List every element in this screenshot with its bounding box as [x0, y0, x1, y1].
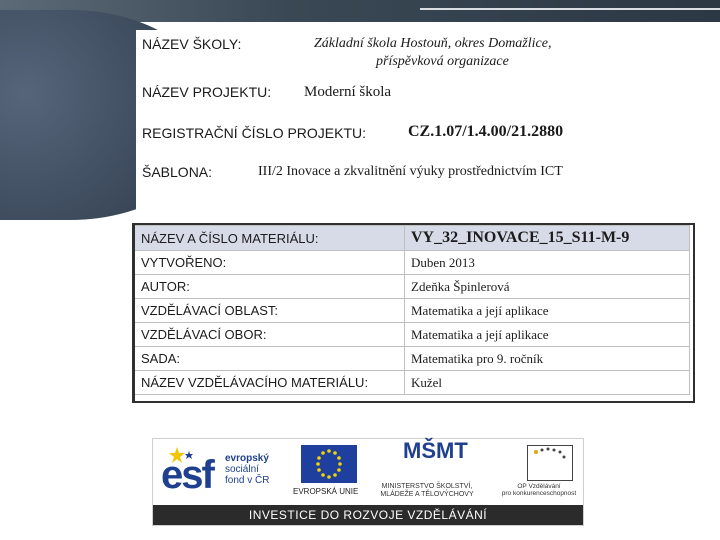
project-name: Moderní škola: [304, 84, 392, 100]
esf-logo: esf: [161, 453, 213, 497]
table-key: NÁZEV VZDĚLÁVACÍHO MATERIÁLU:: [135, 371, 405, 395]
table-row: [135, 299, 690, 323]
table-value: Duben 2013: [405, 251, 690, 275]
table-key: VZDĚLÁVACÍ OBLAST:: [135, 299, 405, 323]
table-row: [135, 347, 690, 371]
esf-description: evropský sociální fond v ČR: [225, 453, 270, 486]
template-label: ŠABLONA:: [142, 164, 213, 180]
table-key: AUTOR:: [135, 275, 405, 299]
title-bar-rule: [420, 8, 720, 10]
msmt-logo: MŠMT: [403, 438, 468, 463]
table-row: [135, 226, 690, 251]
table-value: Kužel: [405, 371, 690, 395]
template-value: III/2 Inovace a zkvalitnění výuky prostřednictvím ICT: [258, 164, 563, 179]
table-value: Matematika a její aplikace: [405, 299, 690, 323]
school-name-line1: Základní škola Hostouň, okres Domažlice,: [314, 36, 552, 51]
msmt-caption: MINISTERSTVO ŠKOLSTVÍ, MLÁDEŽE A TĚLOVÝCHOVY: [380, 483, 474, 498]
table-key: VZDĚLÁVACÍ OBOR:: [135, 323, 405, 347]
eu-caption: EVROPSKÁ UNIE: [293, 487, 359, 496]
table-row: [135, 251, 690, 275]
table-key: SADA:: [135, 347, 405, 371]
op-logo-icon: [527, 445, 573, 481]
school-label: NÁZEV ŠKOLY:: [142, 36, 242, 52]
op-caption: OP Vzdělávání pro konkurenceschopnost: [501, 483, 577, 497]
eu-flag-icon: [301, 445, 357, 483]
table-value: Matematika a její aplikace: [405, 323, 690, 347]
material-table: [134, 225, 690, 395]
table-key: NÁZEV A ČÍSLO MATERIÁLU:: [135, 226, 405, 251]
table-row: [135, 323, 690, 347]
material-code: VY_32_INOVACE_15_S11-M-9: [405, 226, 690, 251]
funding-logos-strip: [152, 438, 584, 526]
school-name-line2: příspěvková organizace: [376, 54, 509, 69]
registration-value: CZ.1.07/1.4.00/21.2880: [408, 123, 564, 140]
registration-label: REGISTRAČNÍ ČÍSLO PROJEKTU:: [142, 125, 367, 141]
table-key: VYTVOŘENO:: [135, 251, 405, 275]
table-value: Matematika pro 9. ročník: [405, 347, 690, 371]
investment-banner: INVESTICE DO ROZVOJE VZDĚLÁVÁNÍ: [153, 505, 583, 525]
table-row: [135, 275, 690, 299]
table-value: Zdeňka Špinlerová: [405, 275, 690, 299]
table-row: [135, 371, 690, 395]
project-label: NÁZEV PROJEKTU:: [142, 84, 272, 100]
